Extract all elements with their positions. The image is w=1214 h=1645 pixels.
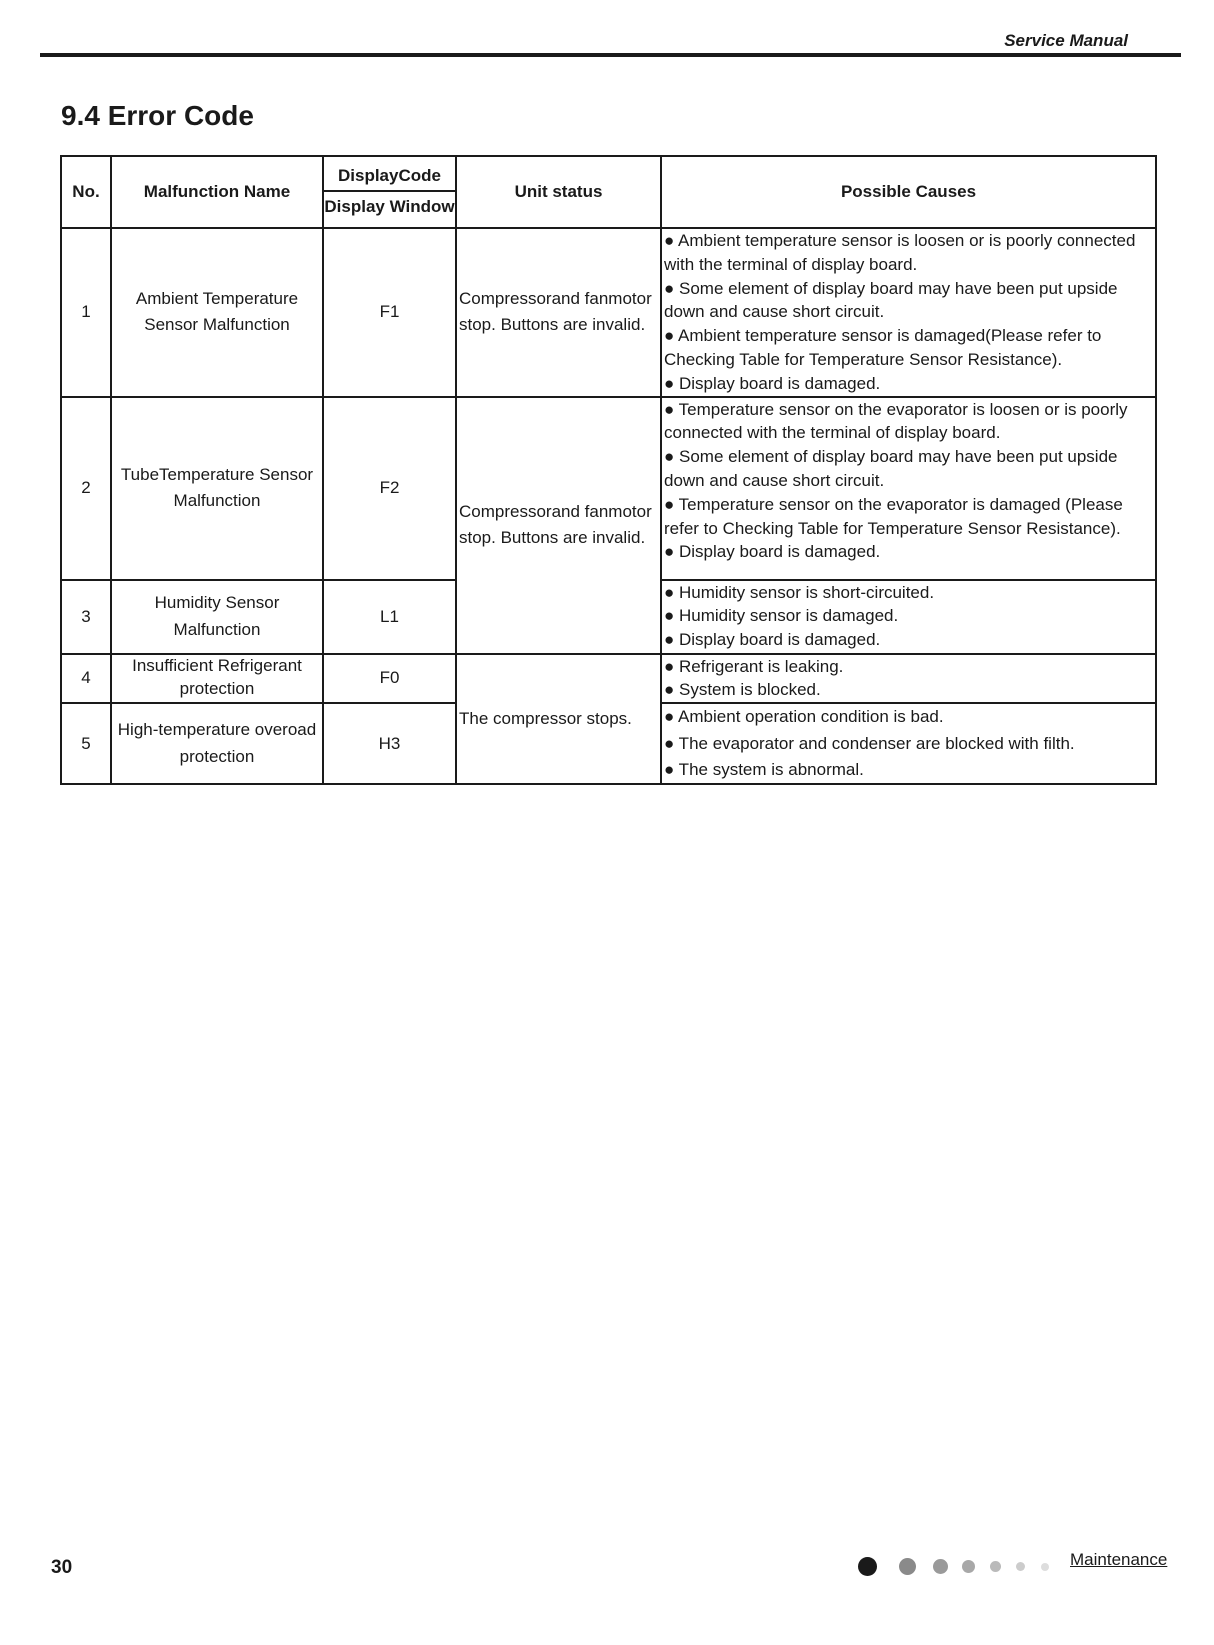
cause-item: ● Ambient operation condition is bad.: [664, 707, 944, 727]
cause-item: ● System is blocked.: [664, 680, 821, 700]
cause-item: ● Display board is damaged.: [664, 542, 881, 562]
cause-item: ● Some element of display board may have been put upside down and cause short circuit.: [664, 278, 1118, 322]
row-no: 1: [61, 228, 111, 397]
cause-item: ● The evaporator and condenser are blocked with filth.: [664, 733, 1075, 753]
row-unit-status: Compressorand fanmotor stop. Buttons are invalid.: [456, 397, 661, 654]
table-row: [61, 654, 1156, 704]
row-display-code: L1: [323, 580, 456, 654]
cause-item: ● Humidity sensor is short-circuited.: [664, 582, 935, 602]
section-title: 9.4 Error Code: [61, 100, 254, 131]
row-possible-causes: [661, 703, 1156, 784]
header-display-code-label: DisplayCode: [324, 162, 455, 192]
header-possible-causes: Possible Causes: [661, 156, 1156, 228]
row-possible-causes: [661, 228, 1156, 397]
row-malfunction-name: Ambient Temperature Sensor Malfunction: [111, 228, 323, 397]
row-display-code: F0: [323, 654, 456, 704]
header-display-window-label: Display Window: [324, 197, 455, 217]
cause-item: ● Ambient temperature sensor is loosen or is poorly connected with the terminal of display board.: [664, 231, 1136, 274]
progress-dot: [990, 1561, 1001, 1572]
row-unit-status: Compressorand fanmotor stop. Buttons are invalid.: [456, 228, 661, 397]
cause-item: ● Ambient temperature sensor is damaged(Please refer to Checking Table for Temperature Sensor Resistance).: [664, 326, 1102, 369]
header-unit-status: Unit status: [456, 156, 661, 228]
error-code-table: [60, 155, 1157, 785]
progress-dot: [962, 1560, 975, 1573]
row-possible-causes: [661, 397, 1156, 580]
row-no: 5: [61, 703, 111, 784]
progress-dot: [1041, 1563, 1049, 1571]
row-no: 4: [61, 654, 111, 704]
progress-dot: [933, 1559, 948, 1574]
row-display-code: F2: [323, 397, 456, 580]
footer-section-label: Maintenance: [1070, 1550, 1168, 1569]
cause-item: ● Humidity sensor is damaged.: [664, 606, 899, 626]
header-no: No.: [61, 156, 111, 228]
row-unit-status: The compressor stops.: [456, 654, 661, 785]
row-no: 3: [61, 580, 111, 654]
row-possible-causes: [661, 580, 1156, 654]
row-malfunction-name: Insufficient Refrigerant protection: [111, 654, 323, 704]
cause-item: ● Temperature sensor on the evaporator is loosen or is poorly connected with the terminal of display board.: [664, 399, 1128, 443]
header-display-code: [323, 156, 456, 228]
header-rule: [40, 53, 1181, 57]
row-malfunction-name: Humidity Sensor Malfunction: [111, 580, 323, 654]
row-malfunction-name: High-temperature overoad protection: [111, 703, 323, 784]
row-malfunction-name: TubeTemperature Sensor Malfunction: [111, 397, 323, 580]
cause-item: ● The system is abnormal.: [664, 759, 864, 779]
cause-item: ● Display board is damaged.: [664, 630, 881, 650]
row-display-code: H3: [323, 703, 456, 784]
header-title: Service Manual: [1004, 31, 1128, 50]
progress-dot: [899, 1558, 916, 1575]
row-possible-causes: [661, 654, 1156, 704]
progress-dot: [858, 1557, 877, 1576]
header-malfunction-name: Malfunction Name: [111, 156, 323, 228]
page-number: 30: [51, 1557, 73, 1578]
cause-item: ● Refrigerant is leaking.: [664, 656, 844, 676]
progress-dot: [1016, 1562, 1025, 1571]
table-row: [61, 397, 1156, 580]
cause-item: ● Temperature sensor on the evaporator is damaged (Please refer to Checking Table for Temperature Sensor Resistance).: [664, 494, 1123, 538]
table-row: [61, 228, 1156, 397]
cause-item: ● Some element of display board may have been put upside down and cause short circuit.: [664, 447, 1118, 490]
row-no: 2: [61, 397, 111, 580]
row-display-code: F1: [323, 228, 456, 397]
cause-item: ● Display board is damaged.: [664, 373, 881, 393]
